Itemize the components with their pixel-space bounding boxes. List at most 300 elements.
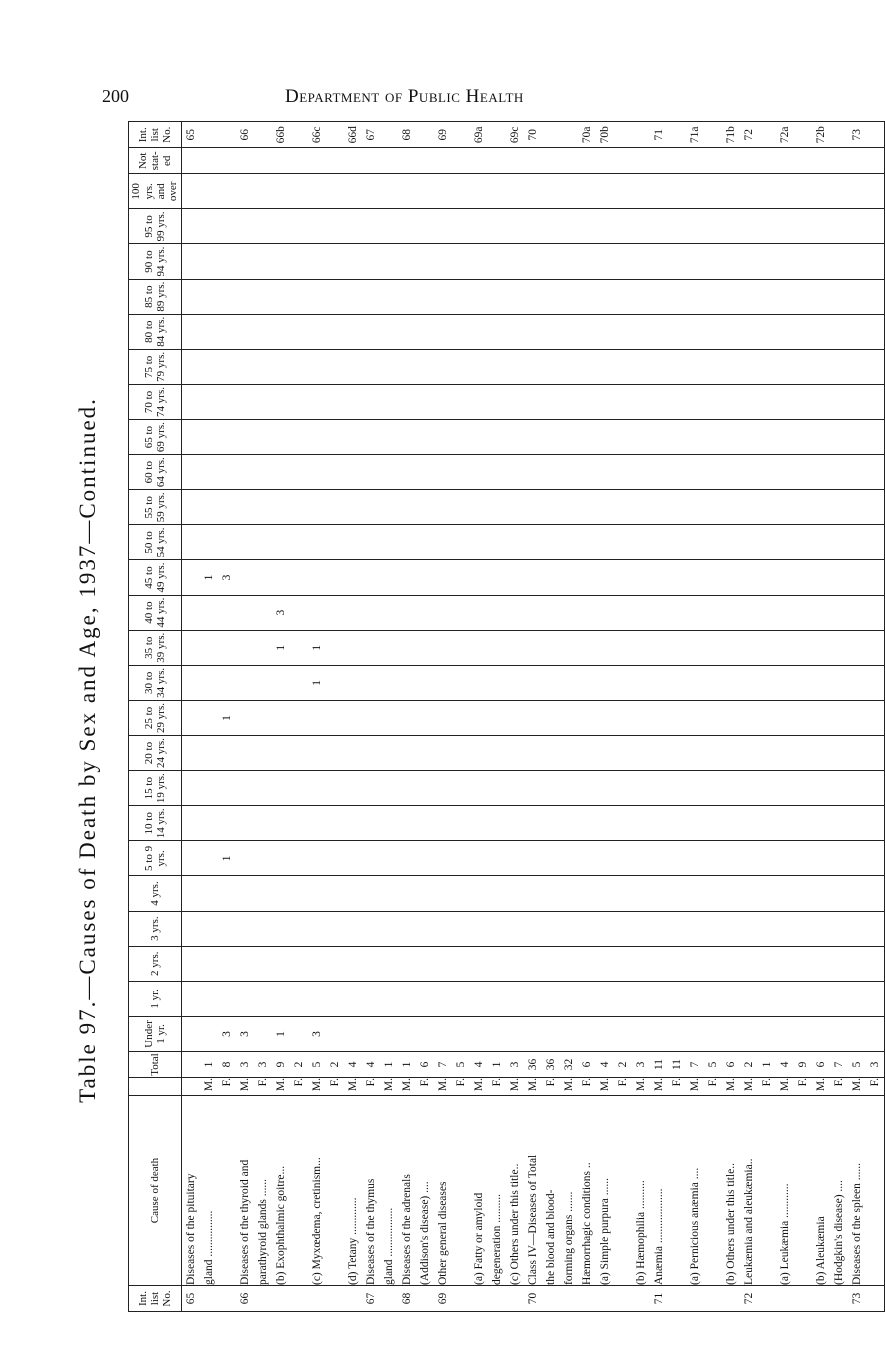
age-cell bbox=[488, 209, 506, 244]
list-number-cell bbox=[380, 1286, 398, 1312]
age-cell bbox=[542, 911, 560, 946]
age-cell bbox=[578, 244, 596, 279]
sex-cell: M. bbox=[632, 1078, 650, 1096]
age-cell bbox=[506, 560, 524, 595]
age-cell bbox=[344, 630, 362, 665]
age-cell bbox=[794, 244, 812, 279]
age-cell bbox=[380, 525, 398, 560]
age-cell bbox=[452, 455, 470, 490]
age-cell bbox=[290, 174, 308, 209]
age-cell bbox=[254, 314, 272, 349]
cause-cell: the blood and blood- bbox=[542, 1096, 560, 1286]
age-cell bbox=[236, 244, 254, 279]
age-cell: 1 bbox=[218, 700, 236, 735]
table-row bbox=[434, 122, 452, 1312]
right-list-number-cell: 72 bbox=[740, 122, 758, 148]
age-cell bbox=[398, 174, 416, 209]
not-stated-cell bbox=[308, 148, 326, 174]
age-cell bbox=[182, 490, 201, 525]
age-cell bbox=[488, 455, 506, 490]
age-cell bbox=[776, 455, 794, 490]
list-number-cell bbox=[668, 1286, 686, 1312]
age-cell bbox=[794, 560, 812, 595]
list-number-cell: 72 bbox=[740, 1286, 758, 1312]
age-cell bbox=[650, 174, 668, 209]
total-cell: 3 bbox=[254, 1052, 272, 1078]
age-cell bbox=[416, 420, 434, 455]
age-cell bbox=[452, 1016, 470, 1051]
age-cell bbox=[344, 595, 362, 630]
age-cell bbox=[506, 1016, 524, 1051]
age-cell bbox=[236, 911, 254, 946]
age-cell bbox=[308, 841, 326, 876]
age-cell bbox=[866, 209, 885, 244]
age-cell bbox=[308, 560, 326, 595]
age-cell bbox=[236, 525, 254, 560]
age-cell bbox=[290, 841, 308, 876]
age-cell bbox=[470, 490, 488, 525]
age-cell bbox=[308, 525, 326, 560]
age-cell bbox=[794, 1016, 812, 1051]
age-cell bbox=[254, 736, 272, 771]
age-cell bbox=[200, 174, 218, 209]
age-cell bbox=[506, 209, 524, 244]
not-stated-cell bbox=[362, 148, 380, 174]
age-cell bbox=[668, 244, 686, 279]
age-cell bbox=[398, 314, 416, 349]
age-cell bbox=[866, 771, 885, 806]
age-cell bbox=[236, 595, 254, 630]
age-cell bbox=[560, 384, 578, 419]
age-cell bbox=[686, 349, 704, 384]
age-cell bbox=[416, 384, 434, 419]
total-cell: 36 bbox=[524, 1052, 542, 1078]
table-row bbox=[218, 122, 236, 1312]
age-cell bbox=[200, 806, 218, 841]
age-cell bbox=[704, 700, 722, 735]
age-cell bbox=[200, 349, 218, 384]
age-cell bbox=[650, 595, 668, 630]
right-list-number-cell bbox=[254, 122, 272, 148]
age-cell bbox=[668, 455, 686, 490]
age-cell bbox=[686, 525, 704, 560]
age-cell: 3 bbox=[236, 1016, 254, 1051]
list-number-cell bbox=[200, 1286, 218, 1312]
age-cell bbox=[650, 1016, 668, 1051]
table-row bbox=[650, 122, 668, 1312]
age-cell bbox=[668, 736, 686, 771]
age-cell bbox=[362, 876, 380, 911]
age-cell bbox=[344, 700, 362, 735]
age-cell bbox=[722, 630, 740, 665]
age-cell bbox=[506, 946, 524, 981]
age-cell bbox=[452, 911, 470, 946]
age-cell bbox=[776, 174, 794, 209]
age-cell bbox=[452, 560, 470, 595]
age-cell bbox=[812, 595, 830, 630]
age-cell bbox=[650, 209, 668, 244]
age-cell: 3 bbox=[272, 595, 290, 630]
age-cell bbox=[236, 174, 254, 209]
age-cell bbox=[506, 630, 524, 665]
age-cell bbox=[758, 420, 776, 455]
cause-cell: (c) Myxœdema, cretinism... bbox=[308, 1096, 326, 1286]
age-cell bbox=[650, 771, 668, 806]
age-cell bbox=[218, 525, 236, 560]
age-cell bbox=[182, 209, 201, 244]
age-cell bbox=[182, 946, 201, 981]
total-cell: 5 bbox=[848, 1052, 866, 1078]
age-cell bbox=[272, 911, 290, 946]
cause-cell bbox=[866, 1096, 885, 1286]
table-title-strip bbox=[68, 180, 108, 1320]
list-number-cell: 69 bbox=[434, 1286, 452, 1312]
age-cell bbox=[326, 1016, 344, 1051]
age-cell bbox=[308, 279, 326, 314]
age-cell: 1 bbox=[272, 630, 290, 665]
age-cell bbox=[866, 420, 885, 455]
age-cell bbox=[596, 314, 614, 349]
age-cell bbox=[344, 420, 362, 455]
list-number-cell bbox=[704, 1286, 722, 1312]
column-header: 85 to 89 yrs. bbox=[129, 279, 182, 314]
age-cell bbox=[686, 560, 704, 595]
sex-cell: M. bbox=[272, 1078, 290, 1096]
age-cell: 1 bbox=[200, 560, 218, 595]
age-cell bbox=[830, 349, 848, 384]
age-cell bbox=[740, 911, 758, 946]
cause-cell bbox=[452, 1096, 470, 1286]
age-cell bbox=[776, 560, 794, 595]
age-cell bbox=[470, 420, 488, 455]
age-cell bbox=[740, 209, 758, 244]
age-cell bbox=[254, 1016, 272, 1051]
cause-cell bbox=[290, 1096, 308, 1286]
age-cell bbox=[488, 174, 506, 209]
age-cell bbox=[470, 314, 488, 349]
age-cell bbox=[488, 560, 506, 595]
age-cell bbox=[848, 700, 866, 735]
not-stated-cell bbox=[290, 148, 308, 174]
list-number-cell bbox=[416, 1286, 434, 1312]
age-cell bbox=[218, 349, 236, 384]
age-cell bbox=[218, 384, 236, 419]
age-cell bbox=[830, 876, 848, 911]
age-cell bbox=[362, 314, 380, 349]
age-cell bbox=[380, 560, 398, 595]
age-cell bbox=[614, 455, 632, 490]
age-cell bbox=[290, 209, 308, 244]
age-cell bbox=[290, 384, 308, 419]
age-cell bbox=[614, 595, 632, 630]
age-cell bbox=[578, 736, 596, 771]
age-cell bbox=[452, 244, 470, 279]
age-cell bbox=[668, 911, 686, 946]
list-number-cell bbox=[686, 1286, 704, 1312]
age-cell bbox=[740, 314, 758, 349]
age-cell bbox=[434, 279, 452, 314]
age-cell bbox=[182, 806, 201, 841]
age-cell bbox=[398, 1016, 416, 1051]
age-cell bbox=[326, 174, 344, 209]
age-cell bbox=[218, 911, 236, 946]
age-cell bbox=[614, 279, 632, 314]
age-cell bbox=[434, 314, 452, 349]
age-cell bbox=[686, 1016, 704, 1051]
cause-cell: gland ................. bbox=[380, 1096, 398, 1286]
age-cell bbox=[596, 209, 614, 244]
age-cell bbox=[506, 981, 524, 1016]
right-list-number-cell: 72a bbox=[776, 122, 794, 148]
age-cell bbox=[578, 876, 596, 911]
sex-cell: F. bbox=[578, 1078, 596, 1096]
age-cell bbox=[344, 665, 362, 700]
age-cell bbox=[506, 736, 524, 771]
age-cell bbox=[218, 314, 236, 349]
age-cell bbox=[848, 630, 866, 665]
age-cell bbox=[632, 1016, 650, 1051]
total-cell: 7 bbox=[830, 1052, 848, 1078]
age-cell bbox=[632, 244, 650, 279]
age-cell bbox=[452, 209, 470, 244]
age-cell bbox=[344, 349, 362, 384]
age-cell bbox=[308, 876, 326, 911]
table-row bbox=[452, 122, 470, 1312]
age-cell bbox=[686, 455, 704, 490]
age-cell bbox=[758, 946, 776, 981]
age-cell bbox=[866, 560, 885, 595]
age-cell bbox=[560, 981, 578, 1016]
column-header: 55 to 59 yrs. bbox=[129, 490, 182, 525]
age-cell bbox=[596, 595, 614, 630]
age-cell bbox=[398, 209, 416, 244]
age-cell bbox=[704, 911, 722, 946]
age-cell bbox=[236, 209, 254, 244]
age-cell bbox=[596, 560, 614, 595]
age-cell bbox=[596, 841, 614, 876]
age-cell bbox=[362, 841, 380, 876]
not-stated-cell bbox=[182, 148, 201, 174]
cause-cell: Anæmia ................... bbox=[650, 1096, 668, 1286]
age-cell bbox=[308, 700, 326, 735]
age-cell bbox=[524, 665, 542, 700]
list-number-cell: 67 bbox=[362, 1286, 380, 1312]
age-cell bbox=[434, 665, 452, 700]
sex-cell: F. bbox=[488, 1078, 506, 1096]
list-number-cell: 73 bbox=[848, 1286, 866, 1312]
right-list-number-cell: 69c bbox=[506, 122, 524, 148]
age-cell bbox=[794, 490, 812, 525]
age-cell bbox=[812, 314, 830, 349]
running-header: Department of Public Health bbox=[285, 86, 524, 107]
age-cell bbox=[290, 876, 308, 911]
age-cell bbox=[290, 806, 308, 841]
age-cell bbox=[470, 630, 488, 665]
cause-cell bbox=[218, 1096, 236, 1286]
not-stated-cell bbox=[236, 148, 254, 174]
age-cell bbox=[776, 630, 794, 665]
age-cell bbox=[470, 700, 488, 735]
right-list-number-cell bbox=[416, 122, 434, 148]
age-cell bbox=[434, 595, 452, 630]
age-cell bbox=[452, 630, 470, 665]
age-cell bbox=[740, 946, 758, 981]
age-cell bbox=[470, 560, 488, 595]
age-cell bbox=[596, 455, 614, 490]
age-cell bbox=[308, 490, 326, 525]
cause-cell bbox=[704, 1096, 722, 1286]
age-cell bbox=[308, 244, 326, 279]
column-header: 75 to 79 yrs. bbox=[129, 349, 182, 384]
age-cell bbox=[758, 455, 776, 490]
age-cell bbox=[218, 455, 236, 490]
age-cell bbox=[488, 490, 506, 525]
age-cell bbox=[668, 209, 686, 244]
list-number-cell: 70 bbox=[524, 1286, 542, 1312]
age-cell: 3 bbox=[308, 1016, 326, 1051]
table-row bbox=[416, 122, 434, 1312]
age-cell bbox=[542, 490, 560, 525]
age-cell bbox=[290, 700, 308, 735]
age-cell bbox=[812, 771, 830, 806]
age-cell bbox=[650, 349, 668, 384]
age-cell bbox=[560, 771, 578, 806]
age-cell bbox=[794, 420, 812, 455]
table-row bbox=[254, 122, 272, 1312]
age-cell bbox=[794, 314, 812, 349]
right-list-number-cell bbox=[380, 122, 398, 148]
table-row bbox=[848, 122, 866, 1312]
column-header: 20 to 24 yrs. bbox=[129, 736, 182, 771]
column-header: Not stat-ed bbox=[129, 148, 182, 174]
list-number-cell bbox=[632, 1286, 650, 1312]
age-cell bbox=[344, 244, 362, 279]
age-cell bbox=[254, 384, 272, 419]
age-cell bbox=[506, 420, 524, 455]
age-cell bbox=[290, 490, 308, 525]
age-cell bbox=[506, 525, 524, 560]
age-cell bbox=[362, 174, 380, 209]
age-cell bbox=[542, 525, 560, 560]
age-cell bbox=[632, 806, 650, 841]
age-cell bbox=[542, 279, 560, 314]
age-cell bbox=[596, 174, 614, 209]
age-cell bbox=[776, 771, 794, 806]
age-cell bbox=[272, 560, 290, 595]
age-cell bbox=[866, 595, 885, 630]
right-list-number-cell bbox=[218, 122, 236, 148]
age-cell bbox=[650, 981, 668, 1016]
age-cell bbox=[632, 771, 650, 806]
age-cell bbox=[578, 525, 596, 560]
age-cell bbox=[542, 981, 560, 1016]
not-stated-cell bbox=[668, 148, 686, 174]
age-cell bbox=[200, 771, 218, 806]
age-cell bbox=[704, 384, 722, 419]
age-cell bbox=[776, 525, 794, 560]
cause-cell: forming organs ....... bbox=[560, 1096, 578, 1286]
not-stated-cell bbox=[686, 148, 704, 174]
right-list-number-cell bbox=[326, 122, 344, 148]
age-cell bbox=[542, 700, 560, 735]
sex-cell: F. bbox=[866, 1078, 885, 1096]
age-cell bbox=[416, 349, 434, 384]
age-cell bbox=[578, 630, 596, 665]
age-cell bbox=[668, 560, 686, 595]
age-cell bbox=[740, 384, 758, 419]
age-cell bbox=[848, 981, 866, 1016]
not-stated-cell bbox=[560, 148, 578, 174]
age-cell bbox=[632, 736, 650, 771]
age-cell bbox=[200, 490, 218, 525]
age-cell bbox=[254, 876, 272, 911]
right-list-number-cell: 68 bbox=[398, 122, 416, 148]
age-cell bbox=[236, 841, 254, 876]
sex-cell: F. bbox=[290, 1078, 308, 1096]
age-cell bbox=[578, 911, 596, 946]
age-cell bbox=[290, 736, 308, 771]
age-cell bbox=[434, 700, 452, 735]
age-cell bbox=[524, 314, 542, 349]
age-cell bbox=[650, 455, 668, 490]
age-cell bbox=[380, 314, 398, 349]
age-cell bbox=[740, 876, 758, 911]
not-stated-cell bbox=[488, 148, 506, 174]
age-cell bbox=[740, 630, 758, 665]
age-cell bbox=[560, 595, 578, 630]
cause-cell bbox=[794, 1096, 812, 1286]
total-cell: 4 bbox=[344, 1052, 362, 1078]
age-cell bbox=[830, 911, 848, 946]
age-cell bbox=[560, 1016, 578, 1051]
age-cell bbox=[326, 349, 344, 384]
list-number-cell bbox=[470, 1286, 488, 1312]
age-cell bbox=[344, 560, 362, 595]
sex-cell: M. bbox=[776, 1078, 794, 1096]
age-cell bbox=[812, 349, 830, 384]
not-stated-cell bbox=[326, 148, 344, 174]
age-cell bbox=[326, 560, 344, 595]
age-cell bbox=[344, 1016, 362, 1051]
age-cell bbox=[398, 736, 416, 771]
age-cell bbox=[452, 595, 470, 630]
age-cell bbox=[686, 736, 704, 771]
age-cell bbox=[578, 841, 596, 876]
age-cell bbox=[290, 525, 308, 560]
age-cell bbox=[830, 595, 848, 630]
age-cell bbox=[182, 771, 201, 806]
table-title: Table 97.—Causes of Death by Sex and Age, 1937—Continued. bbox=[75, 397, 100, 1103]
right-list-number-cell: 70b bbox=[596, 122, 614, 148]
not-stated-cell bbox=[506, 148, 524, 174]
total-cell: 2 bbox=[740, 1052, 758, 1078]
sex-cell: M. bbox=[596, 1078, 614, 1096]
age-cell bbox=[452, 349, 470, 384]
age-cell bbox=[236, 490, 254, 525]
total-cell: 11 bbox=[650, 1052, 668, 1078]
age-cell bbox=[668, 490, 686, 525]
age-cell bbox=[416, 279, 434, 314]
age-cell bbox=[362, 946, 380, 981]
age-cell bbox=[830, 630, 848, 665]
column-header: 30 to 34 yrs. bbox=[129, 665, 182, 700]
age-cell bbox=[398, 420, 416, 455]
age-cell bbox=[614, 209, 632, 244]
list-number-cell bbox=[560, 1286, 578, 1312]
age-cell bbox=[650, 525, 668, 560]
age-cell bbox=[758, 981, 776, 1016]
age-cell bbox=[668, 630, 686, 665]
